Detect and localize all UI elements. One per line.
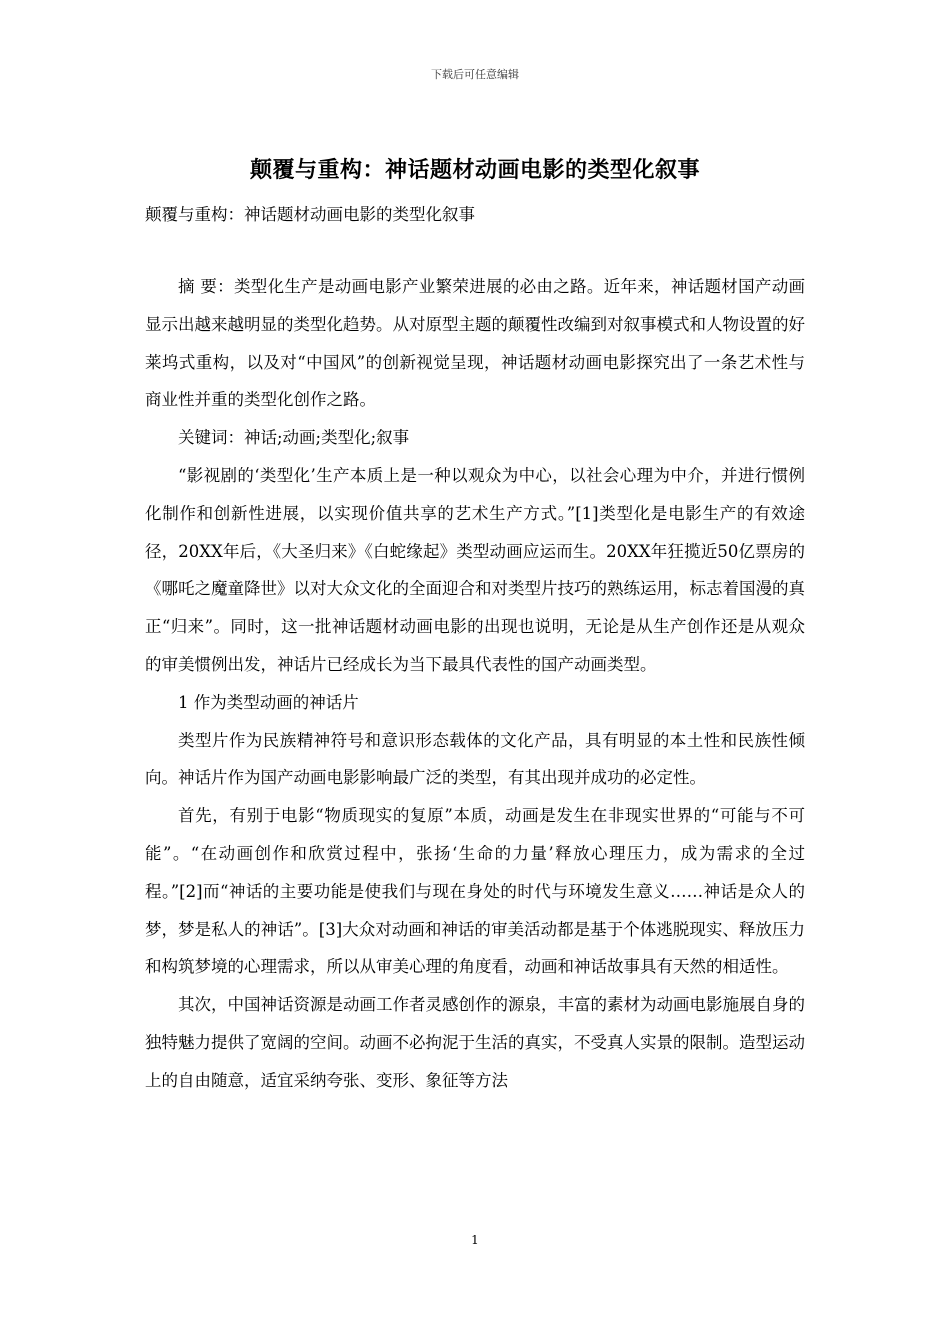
section-heading: 1 作为类型动画的神话片 bbox=[178, 692, 359, 712]
abstract-paragraph: 摘 要：类型化生产是动画电影产业繁荣进展的必由之路。近年来，神话题材国产动画显示出越来越明显的类型化趋势。从对原型主题的颠覆性改编到对叙事模式和人物设置的好莱坞式重构，以及对“中国风”的创新视觉呈现，神话题材动画电影探究出了一条艺术性与商业性并重的类型化创作之路。 bbox=[145, 277, 805, 410]
header-note: 下载后可任意编辑 bbox=[431, 68, 519, 81]
document-body bbox=[145, 268, 805, 1100]
body-paragraph: 其次，中国神话资源是动画工作者灵感创作的源泉，丰富的素材为动画电影施展自身的独特魅力提供了宽阔的空间。动画不必拘泥于生活的真实，不受真人实景的限制。造型运动上的自由随意，适宜采纳夸张、变形、象征等方法 bbox=[145, 995, 805, 1090]
keywords-paragraph: 关键词：神话;动画;类型化;叙事 bbox=[178, 428, 410, 448]
body-paragraph: 首先，有别于电影“物质现实的复原”本质，动画是发生在非现实世界的“可能与不可能”。“在动画创作和欣赏过程中，张扬‘生命的力量’释放心理压力，成为需求的全过程。”[2]而“神话的主要功能是使我们与现在身处的时代与环境发生意义……神话是众人的梦，梦是私人的神话”。[3]大众对动画和神话的审美活动都是基于个体逃脱现实、释放压力和构筑梦境的心理需求，所以从审美心理的角度看，动画和神话故事具有天然的相适性。 bbox=[145, 806, 805, 977]
document-subtitle: 颠覆与重构：神话题材动画电影的类型化叙事 bbox=[145, 205, 475, 224]
page-number: 1 bbox=[471, 1233, 479, 1247]
document-title: 颠覆与重构：神话题材动画电影的类型化叙事 bbox=[249, 157, 700, 183]
body-paragraph: 类型片作为民族精神符号和意识形态载体的文化产品，具有明显的本土性和民族性倾向。神话片作为国产动画电影影响最广泛的类型，有其出现并成功的必定性。 bbox=[145, 730, 805, 788]
intro-paragraph: “影视剧的‘类型化’生产本质上是一种以观众为中心，以社会心理为中介，并进行惯例化制作和创新性进展，以实现价值共享的艺术生产方式。”[1]类型化是电影生产的有效途径，20XX年后，《大圣归来》《白蛇缘起》类型动画应运而生。20XX年狂揽近50亿票房的《哪吒之魔童降世》以对大众文化的全面迎合和对类型片技巧的熟练运用，标志着国漫的真正“归来”。同时，这一批神话题材动画电影的出现也说明，无论是从生产创作还是从观众的审美惯例出发，神话片已经成长为当下最具代表性的国产动画类型。 bbox=[145, 465, 805, 674]
